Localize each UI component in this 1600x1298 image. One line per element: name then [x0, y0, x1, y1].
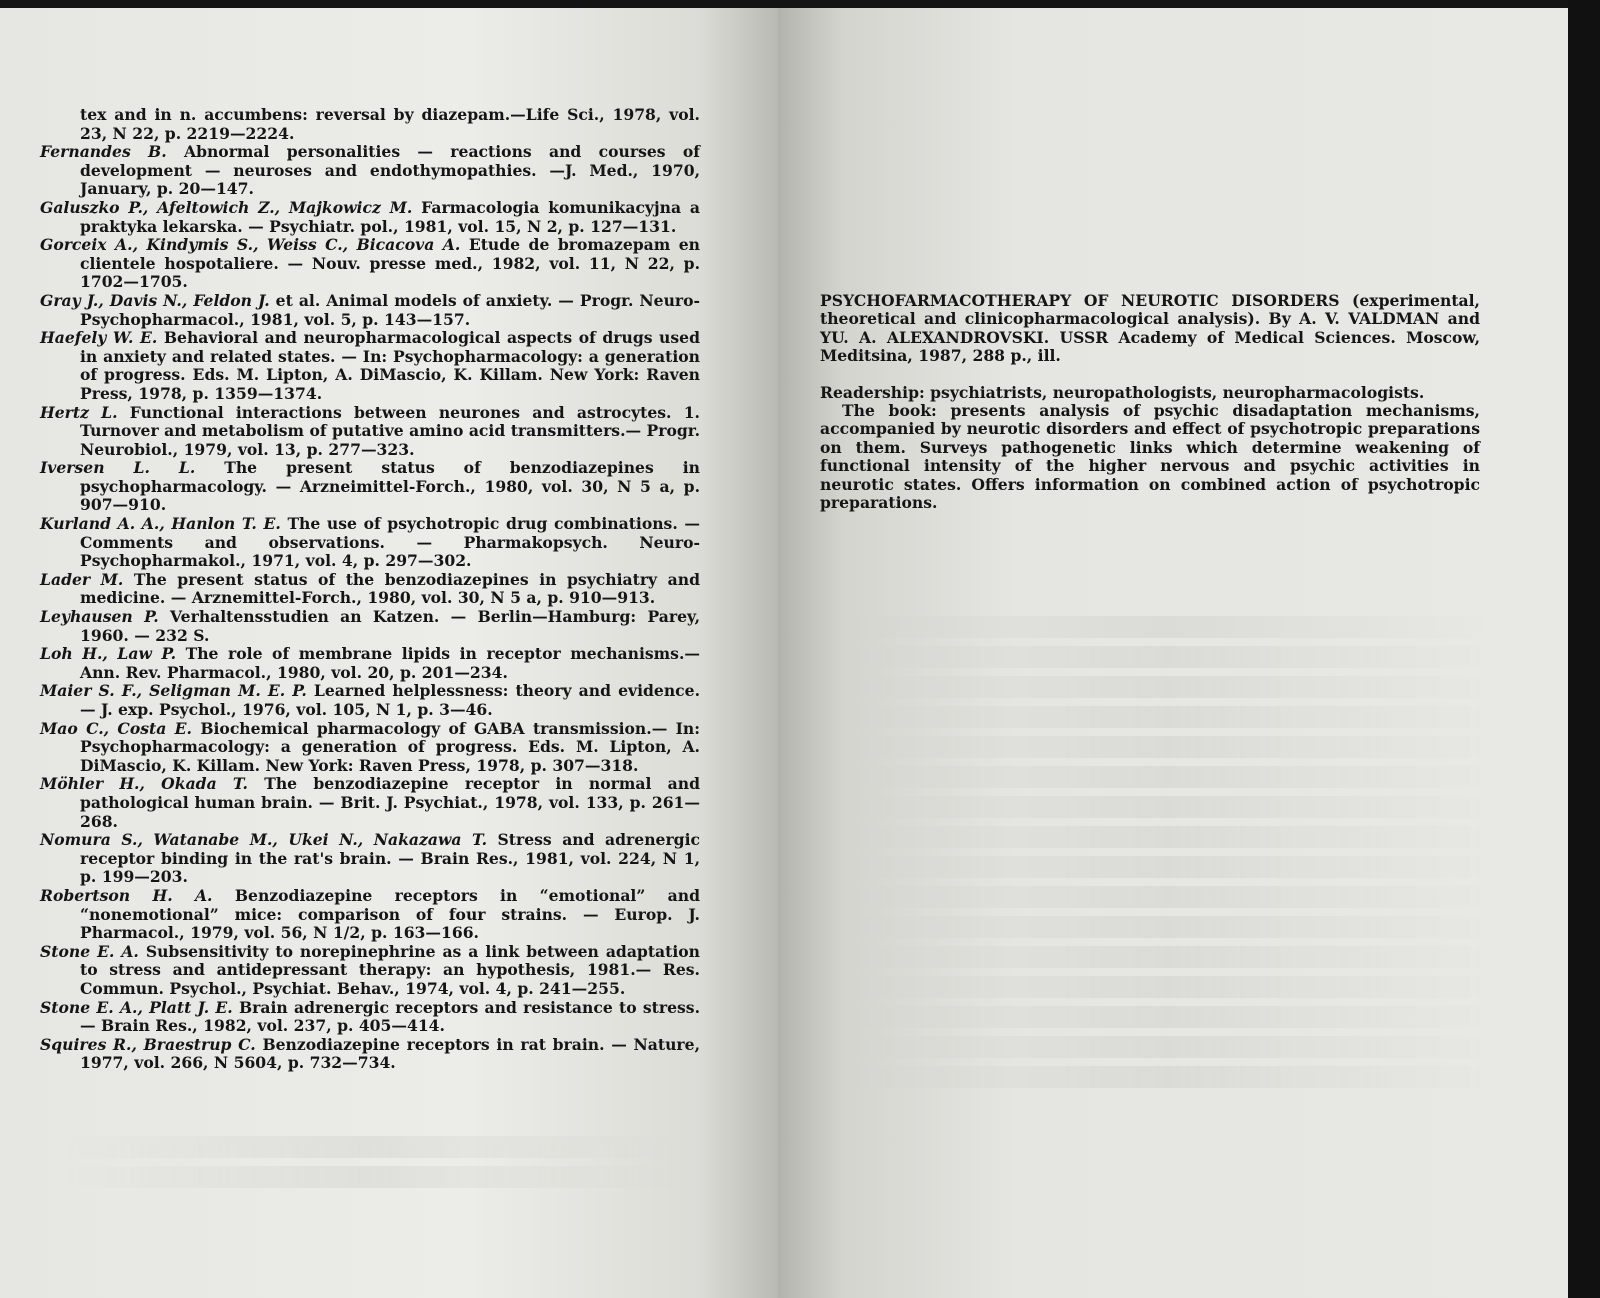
reference-text: The present status of benzodiazepines in psychopharmacology. — Arzneimittel-Forch., 1980, vol. 30, N 5 a, p. 907—910.	[80, 458, 700, 515]
reference-entry	[40, 515, 700, 571]
reference-entry	[40, 143, 700, 199]
reference-entry	[40, 571, 700, 608]
reference-text: Functional interactions between neurones and astrocytes. 1. Turnover and metabolism of putative amino acid transmitters.— Progr. Neurobiol., 1979, vol. 13, p. 277—323.	[80, 402, 700, 459]
reference-entry	[40, 720, 700, 776]
reference-entry	[40, 329, 700, 403]
book-title-citation: PSYCHOFARMACOTHERAPY OF NEUROTIC DISORDERS (experimental, theoretical and clinicopharmacological analysis). By A. V. VALDMAN and YU. A. ALEXANDROVSKI. USSR Academy of Medical Sciences. Moscow, Meditsina, 1987, 288 p., ill.	[820, 291, 1480, 366]
reference-entry	[40, 682, 700, 719]
reference-text: Etude de bromazepam en clientele hospotaliere. — Nouv. presse med., 1982, vol. 11, N 22, p. 1702—1705.	[80, 235, 700, 292]
reference-text: tex and in n. accumbens: reversal by diazepam.—Life Sci., 1978, vol. 23, N 22, p. 2219—2224.	[80, 105, 700, 143]
reference-entry	[40, 106, 700, 143]
reference-author: Möhler H., Okada T.	[40, 774, 248, 794]
reference-list	[40, 106, 700, 1073]
reference-author: Haefely W. E.	[40, 328, 158, 348]
book-abstract	[820, 292, 1480, 512]
reference-text: Behavioral and neuropharmacological aspects of drugs used in anxiety and related states. — In: Psychopharmacology: a generation of progress. Eds. M. Lipton, A. DiMascio, K. Killam. New York: Raven Press, 1978, p. 1359—1374.	[80, 328, 700, 403]
readership: Readership: psychiatrists, neuropathologists, neuropharmacologists.	[820, 382, 1425, 402]
reference-author: Robertson H. A.	[40, 885, 213, 905]
reference-author: Stone E. A.	[40, 941, 139, 961]
reference-author: Kurland A. A., Hanlon T. E.	[40, 514, 281, 534]
reference-author: Nomura S., Watanabe M., Ukei N., Nakazawa T.	[40, 830, 488, 850]
reference-author: Stone E. A., Platt J. E.	[40, 997, 233, 1017]
reference-text: Biochemical pharmacology of GABA transmission.— In: Psychopharmacology: a generation of progress. Eds. M. Lipton, A. DiMascio, K. Killam. New York: Raven Press, 1978, p. 307—318.	[80, 718, 701, 775]
reference-entry	[40, 1036, 700, 1073]
reference-entry	[40, 199, 700, 236]
reference-author: Hertz L.	[40, 402, 118, 422]
reference-author: Gray J., Davis N., Feldon J.	[40, 290, 270, 310]
reference-author: Lader M.	[40, 569, 124, 589]
reference-text: et al. Animal models of anxiety. — Progr. Neuro-Psychopharmacol., 1981, vol. 5, p. 143—157.	[80, 290, 700, 329]
reference-author: Maier S. F., Seligman M. E. P.	[40, 681, 307, 701]
reference-text: The present status of the benzodiazepines in psychiatry and medicine. — Arznemittel-Forch., 1980, vol. 30, N 5 a, p. 910—913.	[80, 569, 700, 608]
reference-text: The benzodiazepine receptor in normal and pathological human brain. — Brit. J. Psychiat., 1978, vol. 133, p. 261—268.	[80, 774, 700, 831]
reference-entry	[40, 292, 700, 329]
reference-author: Galuszko P., Afeltowich Z., Majkowicz M.	[40, 197, 413, 217]
reference-text: Farmacologia komunikacyjna a praktyka lekarska. — Psychiatr. pol., 1981, vol. 15, N 2, p. 127—131.	[80, 197, 700, 236]
reference-author: Iversen L. L.	[40, 458, 196, 478]
reference-text: Benzodiazepine receptors in rat brain. — Nature, 1977, vol. 266, N 5604, p. 732—734.	[80, 1034, 700, 1073]
reference-author: Gorceix A., Kindymis S., Weiss C., Bicacova A.	[40, 235, 461, 255]
reference-text: Abnormal personalities — reactions and courses of development — neuroses and endothymopathies. —J. Med., 1970, January, p. 20—147.	[80, 142, 700, 199]
reference-author: Fernandes B.	[40, 142, 167, 162]
reference-entry	[40, 775, 700, 831]
reference-entry	[40, 943, 700, 999]
reference-text: Brain adrenergic receptors and resistance to stress. — Brain Res., 1982, vol. 237, p. 405—414.	[80, 997, 701, 1036]
reference-text: Learned helplessness: theory and evidence. — J. exp. Psychol., 1976, vol. 105, N 1, p. 3—46.	[80, 681, 701, 719]
reference-author: Squires R., Braestrup C.	[40, 1034, 256, 1054]
reference-entry	[40, 236, 700, 292]
reference-text: Subsensitivity to norepinephrine as a link between adaptation to stress and antidepressant therapy: an hypothesis, 1981.— Res. Commun. Psychol., Psychiat. Behav., 1974, vol. 4, p. 241—255.	[80, 941, 701, 998]
book-summary: The book: presents analysis of psychic disadaptation mechanisms, accompanied by neurotic disorders and effect of psychotropic preparations on them. Surveys pathogenetic links which determine weakening of functional intensity of the higher nervous and psychic activities in neurotic states. Offers information on combined action of psychotropic preparations.	[820, 401, 1480, 513]
reference-entry	[40, 645, 700, 682]
reference-author: Leyhausen P.	[40, 607, 159, 627]
reference-text: The use of psychotropic drug combinations. — Comments and observations. — Pharmakopsych. Neuro-Psychopharmakol., 1971, vol. 4, p. 297—302.	[80, 514, 700, 571]
reference-entry	[40, 831, 700, 887]
reference-text: Verhaltensstudien an Katzen. — Berlin—Hamburg: Parey, 1960. — 232 S.	[80, 607, 701, 645]
scan-right-edge	[1568, 0, 1600, 1298]
reference-entry	[40, 459, 700, 515]
right-page	[778, 8, 1568, 1298]
reference-text: Stress and adrenergic receptor binding in the rat's brain. — Brain Res., 1981, vol. 224, N 1, p. 199—203.	[80, 830, 700, 887]
reference-entry	[40, 999, 700, 1036]
reference-text: The role of membrane lipids in receptor mechanisms.— Ann. Rev. Pharmacol., 1980, vol. 20, p. 201—234.	[80, 644, 700, 682]
bleed-through	[848, 608, 1488, 1088]
reference-entry	[40, 404, 700, 460]
reference-author: Mao C., Costa E.	[40, 718, 192, 738]
reference-entry	[40, 608, 700, 645]
reference-author: Loh H., Law P.	[40, 644, 177, 664]
reference-entry	[40, 887, 700, 943]
bleed-through	[60, 1128, 680, 1188]
reference-text: Benzodiazepine receptors in “emotional” and “nonemotional” mice: comparison of four strains. — Europ. J. Pharmacol., 1979, vol. 56, N 1/2, p. 163—166.	[80, 885, 700, 943]
